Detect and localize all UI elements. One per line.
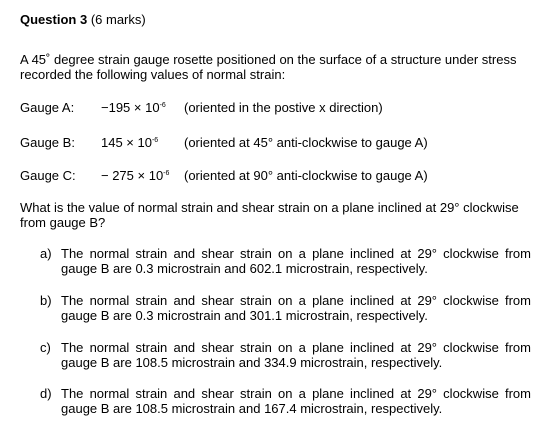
option-letter: b) <box>40 293 52 308</box>
option-text: The normal strain and shear strain on a plane inclined at 29° clockwise from gauge B are 108.5 microstrain and 334.9 microstrain, respectively. <box>61 340 531 370</box>
question-marks: (6 marks) <box>90 12 146 27</box>
question-label: Question 3 <box>20 12 88 27</box>
option-letter: a) <box>40 246 52 261</box>
gauge-label: Gauge C: <box>20 168 76 183</box>
question-intro: A 45˚ degree strain gauge rosette positioned on the surface of a structure under stress recorded the following values of normal strain: <box>20 52 517 82</box>
gauge-description: (oriented in the postive x direction) <box>184 100 383 115</box>
gauge-exponent: -6 <box>151 137 159 144</box>
gauge-value: $-195 \times 10^{-6}$ <box>101 100 166 115</box>
option-text: The normal strain and shear strain on a plane inclined at 29° clockwise from gauge B are 108.5 microstrain and 167.4 microstrain, respectively. <box>61 386 531 416</box>
gauge-exponent: -6 <box>159 102 166 109</box>
gauge-label: Gauge B: <box>20 135 75 150</box>
gauge-label: Gauge A: <box>20 100 75 115</box>
gauge-description: (oriented at 45° anti-clockwise to gauge A) <box>184 135 428 150</box>
gauge-exponent: -6 <box>163 170 170 177</box>
option-letter: c) <box>40 340 51 355</box>
gauge-value: $145 \times 10^{-6}$ <box>101 135 159 150</box>
question-prompt: What is the value of normal strain and shear strain on a plane inclined at 29° clockwise from gauge B? <box>20 200 519 230</box>
option-text: The normal strain and shear strain on a plane inclined at 29° clockwise from gauge B are 0.3 microstrain and 602.1 microstrain, respectively. <box>61 246 531 276</box>
gauge-value: − $275 \times 10^{-6}$ <box>101 168 170 183</box>
gauge-description: (oriented at 90° anti-clockwise to gauge A) <box>184 168 428 183</box>
question-title <box>20 12 146 27</box>
option-text: The normal strain and shear strain on a plane inclined at 29° clockwise from gauge B are 0.3 microstrain and 301.1 microstrain, respectively. <box>61 293 531 323</box>
option-letter: d) <box>40 386 52 401</box>
